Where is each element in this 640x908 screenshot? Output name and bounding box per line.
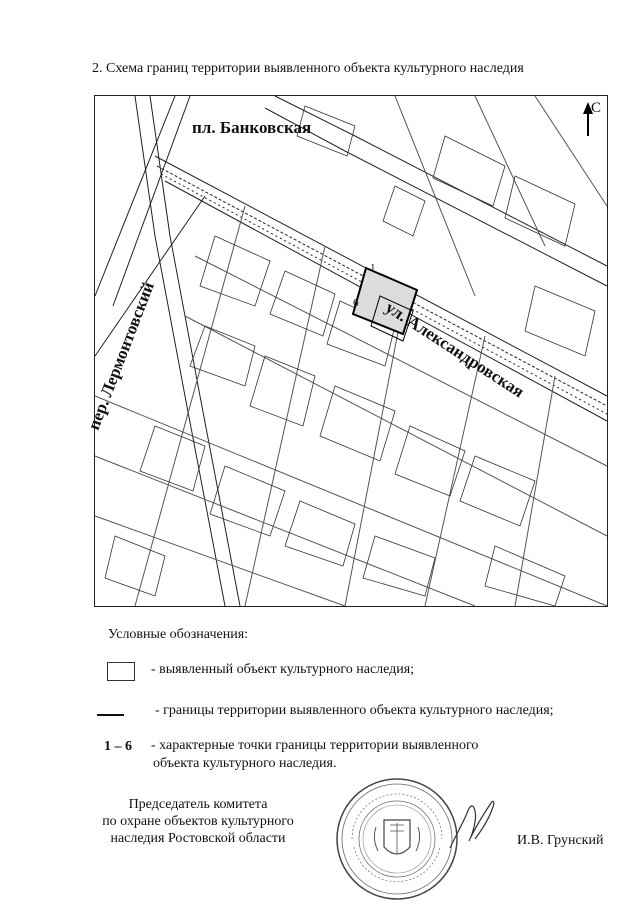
handwritten-signature [445,793,500,858]
legend-item-points-line2: объекта культурного наследия. [153,756,337,771]
legend-item-object: - выявленный объект культурного наследия; [151,662,415,677]
official-seal [332,775,462,908]
legend-item-points-line1: - характерные точки границы территории выявленного [151,738,479,753]
position-line-2: по охране объектов культурного [102,814,294,829]
street-label-street: ул. Александровская [382,297,528,402]
street-label-square: пл. Банковская [192,118,312,137]
north-label: С [591,100,602,116]
signatory-name: И.В. Грунский [517,833,604,848]
position-line-3: наследия Ростовской области [110,831,286,846]
legend-symbol-box [107,662,135,681]
cadastral-map [83,95,608,607]
legend-symbol-points: 1 – 6 [104,739,132,754]
position-line-1: Председатель комитета [128,797,268,812]
legend-symbol-line [97,714,124,716]
page-heading: 2. Схема границ территории выявленного объекта культурного наследия [92,61,524,76]
street-label-lane: пер. Лермонтовский [83,279,158,433]
point-label-6: 6 [353,297,359,309]
map-drawing [95,96,607,606]
legend-title: Условные обозначения: [108,627,249,642]
point-label-1: 1 [370,262,376,274]
signatory-position [92,796,304,847]
legend-item-boundary: - границы территории выявленного объекта культурного наследия; [155,703,554,718]
